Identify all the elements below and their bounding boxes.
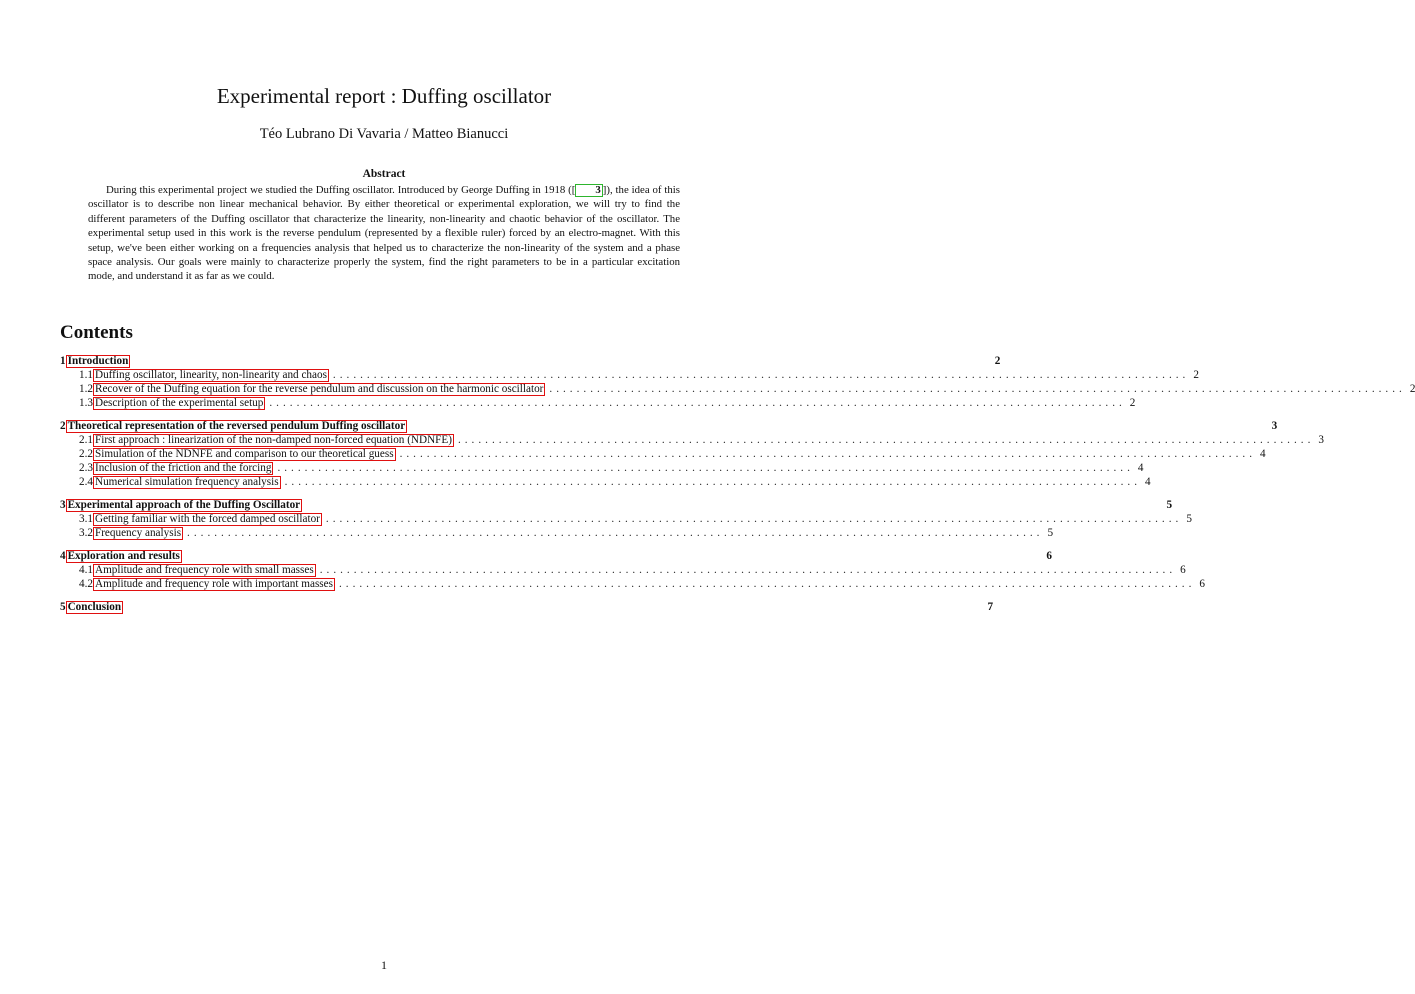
abstract-text-part-1: During this experimental project we studied the Duffing oscillator. Introduced by George Duffing in 1918 ([ xyxy=(106,184,576,196)
toc-leader: .............................................................................................................................. xyxy=(332,369,1190,381)
toc-link[interactable]: Conclusion xyxy=(67,601,122,613)
toc-section xyxy=(60,498,1192,540)
toc-entry xyxy=(60,396,1136,410)
abstract-heading: Abstract xyxy=(362,168,406,180)
toc-entry xyxy=(60,498,1173,512)
toc-section-number: 2.1 xyxy=(79,434,93,446)
toc-leader: .............................................................................................................................. xyxy=(338,578,1196,590)
toc-section-number: 2.2 xyxy=(79,448,93,460)
toc-link[interactable]: Amplitude and frequency role with important masses xyxy=(94,578,333,590)
toc-page-number: 3 xyxy=(1318,434,1324,446)
toc-link[interactable]: Duffing oscillator, linearity, non-linearity and chaos xyxy=(94,369,327,381)
toc-entry xyxy=(60,577,1205,591)
toc-page-number: 2 xyxy=(1129,397,1136,409)
toc-leader: .............................................................................................................................. xyxy=(269,397,1126,409)
toc-page-number: 2 xyxy=(1409,383,1415,395)
toc-leader: .............................................................................................................................. xyxy=(549,383,1406,395)
toc-page-number: 6 xyxy=(1180,564,1186,576)
toc-link[interactable]: Theoretical representation of the reversed pendulum Duffing oscillator xyxy=(67,420,406,432)
toc-section-number: 4.2 xyxy=(79,578,93,590)
toc-page-number: 5 xyxy=(1186,513,1192,525)
toc-link[interactable]: Recover of the Duffing equation for the reverse pendulum and discussion on the harmonic oscillator xyxy=(94,383,544,395)
toc-entry xyxy=(60,563,1186,577)
toc-entry xyxy=(60,475,1151,489)
contents-heading: Contents xyxy=(60,322,133,343)
toc-section xyxy=(60,354,1415,410)
toc-entry xyxy=(60,354,1001,368)
toc-entry xyxy=(60,368,1199,382)
toc-section-number: 3.1 xyxy=(79,513,93,525)
toc-link[interactable]: Getting familiar with the forced damped oscillator xyxy=(94,513,320,525)
toc-link[interactable]: Numerical simulation frequency analysis xyxy=(94,476,279,488)
toc-section-number: 1.1 xyxy=(79,369,93,381)
toc-page-number: 2 xyxy=(1193,369,1199,381)
toc-link[interactable]: Simulation of the NDNFE and comparison to our theoretical guess xyxy=(94,448,394,460)
page-number: 1 xyxy=(381,958,387,972)
toc-section-number: 3.2 xyxy=(79,527,93,539)
toc-link[interactable]: First approach : linearization of the non-damped non-forced equation (NDNFE) xyxy=(94,434,452,446)
toc-entry xyxy=(60,549,1052,563)
toc-link[interactable]: Introduction xyxy=(67,355,129,367)
authors: Téo Lubrano Di Vavaria / Matteo Bianucci xyxy=(259,126,509,142)
toc-entry xyxy=(60,461,1144,475)
toc-section-number: 3 xyxy=(60,499,66,511)
toc-section xyxy=(60,600,994,614)
toc-page-number: 7 xyxy=(987,601,994,613)
toc-page-number: 5 xyxy=(1047,527,1054,539)
toc-leader: .............................................................................................................................. xyxy=(319,564,1177,576)
toc-link[interactable]: Inclusion of the friction and the forcing xyxy=(94,462,272,474)
toc-section-number: 2.3 xyxy=(79,462,93,474)
toc-entry xyxy=(60,382,1415,396)
toc-section-number: 2 xyxy=(60,420,66,432)
toc-link[interactable]: Frequency analysis xyxy=(94,527,182,539)
toc-leader: .............................................................................................................................. xyxy=(325,513,1183,525)
toc-leader: .............................................................................................................................. xyxy=(399,448,1256,460)
document-title: Experimental report : Duffing oscillator xyxy=(216,84,552,108)
toc-page-number: 3 xyxy=(1271,420,1278,432)
toc-page-number: 5 xyxy=(1166,499,1173,511)
toc-section-number: 1.2 xyxy=(79,383,93,395)
toc-page-number: 4 xyxy=(1137,462,1144,474)
table-of-contents xyxy=(60,354,1415,623)
toc-section xyxy=(60,549,1205,591)
toc-entry xyxy=(60,600,994,614)
toc-section xyxy=(60,419,1324,489)
toc-section-number: 5 xyxy=(60,601,66,613)
toc-page-number: 2 xyxy=(994,355,1001,367)
toc-link[interactable]: Description of the experimental setup xyxy=(94,397,264,409)
toc-page-number: 4 xyxy=(1145,476,1151,488)
toc-link[interactable]: Amplitude and frequency role with small masses xyxy=(94,564,314,576)
toc-leader: .............................................................................................................................. xyxy=(277,462,1134,474)
toc-entry xyxy=(60,433,1324,447)
toc-leader: .............................................................................................................................. xyxy=(187,527,1044,539)
toc-link[interactable]: Experimental approach of the Duffing Oscillator xyxy=(67,499,301,511)
toc-section-number: 4.1 xyxy=(79,564,93,576)
toc-leader: .............................................................................................................................. xyxy=(284,476,1141,488)
toc-section-number: 2.4 xyxy=(79,476,93,488)
toc-page-number: 6 xyxy=(1199,578,1205,590)
toc-page-number: 6 xyxy=(1046,550,1052,562)
toc-entry xyxy=(60,512,1192,526)
toc-link[interactable]: Exploration and results xyxy=(67,550,180,562)
abstract-text-part-2: ]), the idea of this oscillator is to describe non linear mechanical behavior. By either theoretical or experimental exploration, we will try to find the different parameters of the Duffing oscillator that characterize the linearity, non-linearity and chaotic behavior of the oscillator. The experimental setup used in this work is the reverse pendulum (represented by a flexible ruler) forced by an electro-magnet. With this setup, we've been either working on a frequencies analysis that helped us to characterize the non-linearity of the system and a phase space analysis. Our goals were mainly to characterize properly the system, find the right parameters to be in a particular excitation mode, and understand it as far as we could. xyxy=(88,184,680,283)
toc-section-number: 1 xyxy=(60,355,66,367)
toc-section-number: 1.3 xyxy=(79,397,93,409)
abstract-text xyxy=(88,183,680,284)
citation-link[interactable]: 3 xyxy=(575,184,602,197)
toc-entry xyxy=(60,526,1054,540)
toc-page-number: 4 xyxy=(1259,448,1266,460)
toc-section-number: 4 xyxy=(60,550,66,562)
toc-leader: .............................................................................................................................. xyxy=(457,434,1315,446)
toc-entry xyxy=(60,419,1278,433)
toc-entry xyxy=(60,447,1266,461)
